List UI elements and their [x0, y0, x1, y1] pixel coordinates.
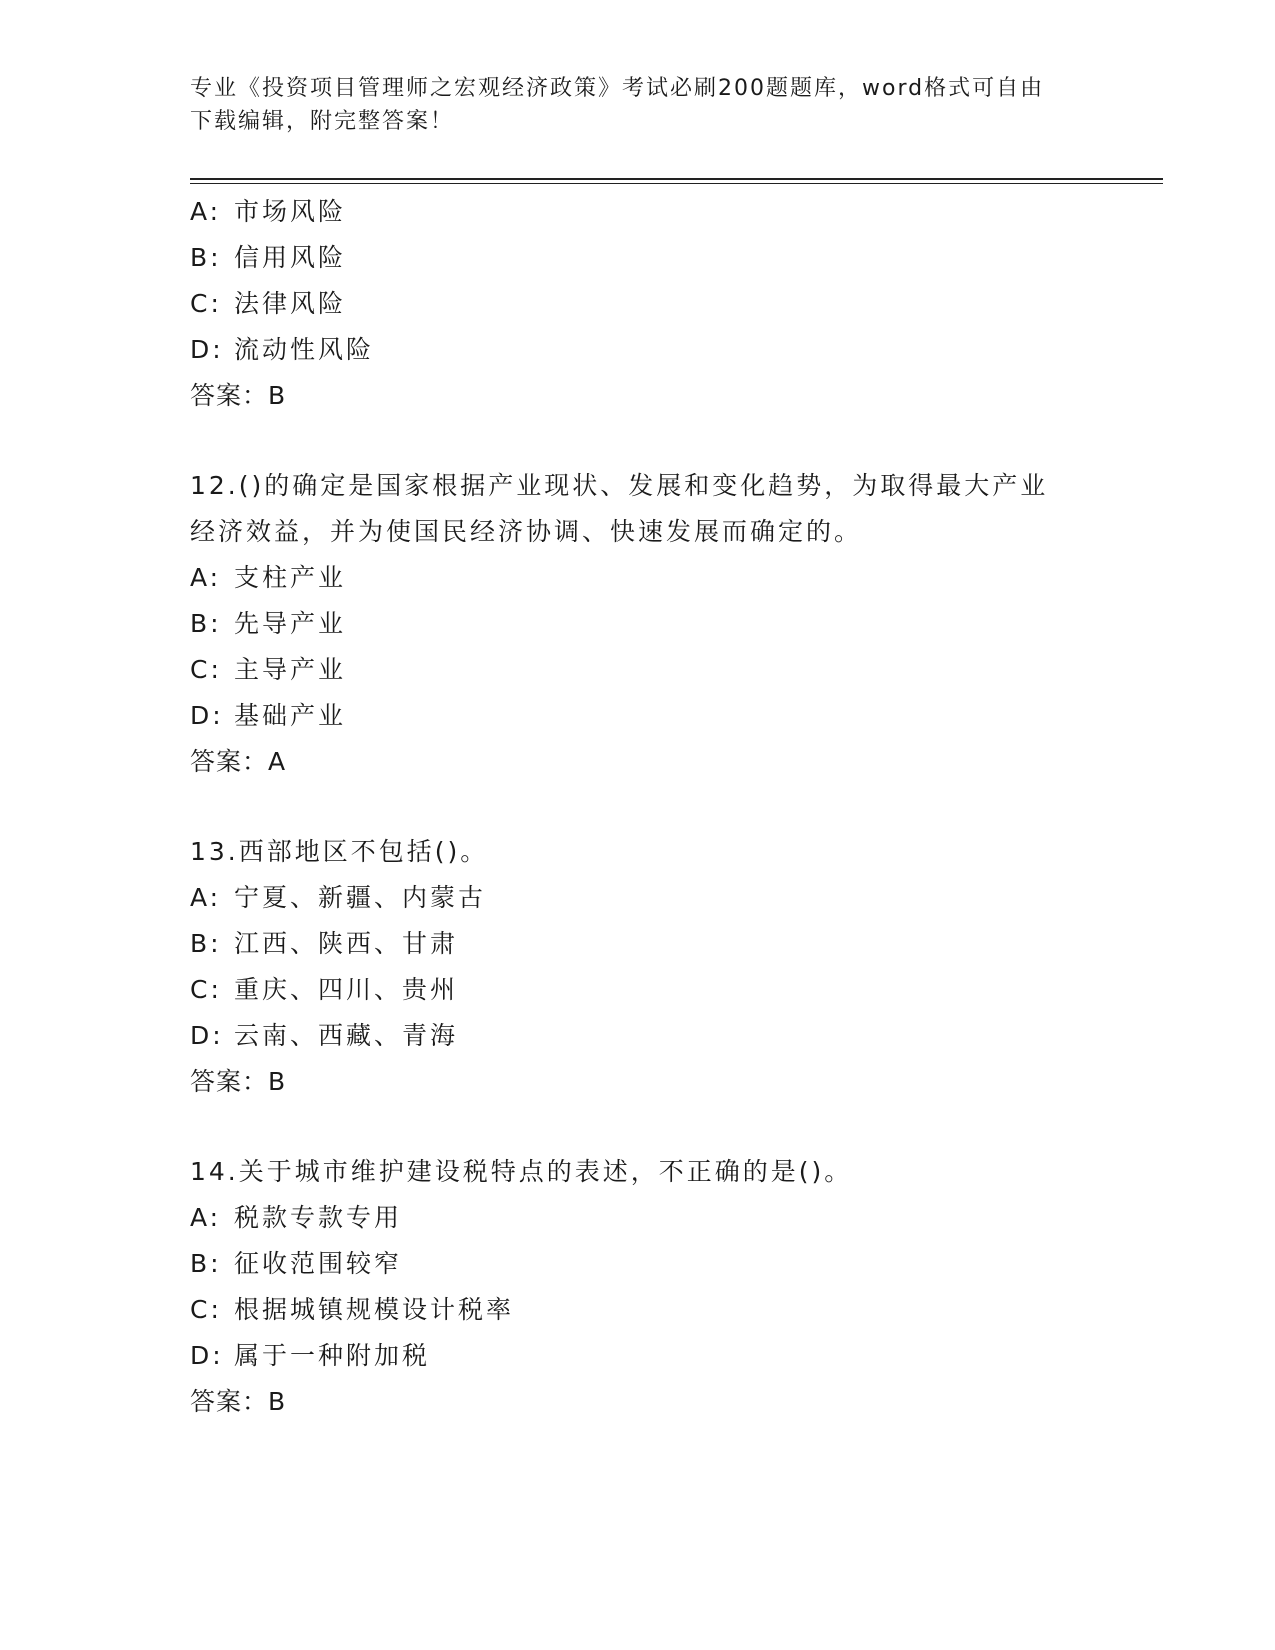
option-text: 征收范围较窄: [234, 1249, 403, 1278]
spacer: [190, 419, 1120, 463]
option-letter: D:: [190, 1021, 224, 1050]
option-c: [190, 967, 1120, 1013]
header-divider-thin: [190, 183, 1163, 184]
question-13: [190, 829, 1120, 1105]
option-text: 先导产业: [234, 609, 347, 638]
option-d: [190, 1013, 1120, 1059]
header-line-2: 下载编辑，附完整答案！: [190, 109, 455, 134]
option-c: [190, 647, 1120, 693]
option-c: [190, 281, 1120, 327]
option-a: [190, 875, 1120, 921]
option-letter: A:: [190, 563, 222, 592]
option-d: [190, 327, 1120, 373]
option-letter: C:: [190, 655, 222, 684]
question-11: [190, 189, 1120, 419]
question-stem: 12.()的确定是国家根据产业现状、发展和变化趋势，为取得最大产业: [190, 471, 1049, 500]
option-text: 支柱产业: [234, 563, 347, 592]
question-content: [190, 189, 1120, 1425]
option-text: 法律风险: [234, 289, 347, 318]
option-text: 云南、西藏、青海: [234, 1021, 459, 1050]
answer-line: 答案：B: [190, 1067, 287, 1096]
option-c: [190, 1287, 1120, 1333]
option-text: 税款专款专用: [234, 1203, 403, 1232]
option-b: [190, 601, 1120, 647]
option-a: [190, 555, 1120, 601]
option-text: 江西、陕西、甘肃: [234, 929, 459, 958]
answer-line: 答案：B: [190, 1387, 287, 1416]
option-letter: B:: [190, 609, 222, 638]
option-text: 市场风险: [234, 197, 347, 226]
question-12: [190, 463, 1120, 785]
option-d: [190, 693, 1120, 739]
option-letter: A:: [190, 197, 222, 226]
header-line-1: 专业《投资项目管理师之宏观经济政策》考试必刷200题题库，word格式可自由: [190, 76, 1045, 101]
document-header: [190, 72, 1090, 138]
option-a: [190, 1195, 1120, 1241]
option-b: [190, 235, 1120, 281]
option-text: 宁夏、新疆、内蒙古: [234, 883, 487, 912]
option-text: 根据城镇规模设计税率: [234, 1295, 515, 1324]
spacer: [190, 785, 1120, 829]
question-stem: 13.西部地区不包括()。: [190, 837, 489, 866]
option-letter: C:: [190, 975, 222, 1004]
option-letter: D:: [190, 335, 224, 364]
option-text: 重庆、四川、贵州: [234, 975, 459, 1004]
option-b: [190, 1241, 1120, 1287]
option-a: [190, 189, 1120, 235]
option-letter: B:: [190, 1249, 222, 1278]
option-letter: A:: [190, 1203, 222, 1232]
option-letter: D:: [190, 1341, 224, 1370]
option-letter: C:: [190, 1295, 222, 1324]
option-b: [190, 921, 1120, 967]
option-letter: B:: [190, 243, 222, 272]
option-text: 信用风险: [234, 243, 347, 272]
question-14: [190, 1149, 1120, 1425]
option-letter: A:: [190, 883, 222, 912]
option-letter: C:: [190, 289, 222, 318]
option-letter: B:: [190, 929, 222, 958]
answer-line: 答案：B: [190, 381, 287, 410]
option-text: 属于一种附加税: [234, 1341, 431, 1370]
option-letter: D:: [190, 701, 224, 730]
option-text: 流动性风险: [234, 335, 375, 364]
question-stem-continued: 经济效益，并为使国民经济协调、快速发展而确定的。: [190, 517, 863, 546]
question-stem: 14.关于城市维护建设税特点的表述，不正确的是()。: [190, 1157, 853, 1186]
option-d: [190, 1333, 1120, 1379]
header-divider: [190, 178, 1163, 180]
spacer: [190, 1105, 1120, 1149]
option-text: 基础产业: [234, 701, 347, 730]
answer-line: 答案：A: [190, 747, 287, 776]
option-text: 主导产业: [234, 655, 347, 684]
